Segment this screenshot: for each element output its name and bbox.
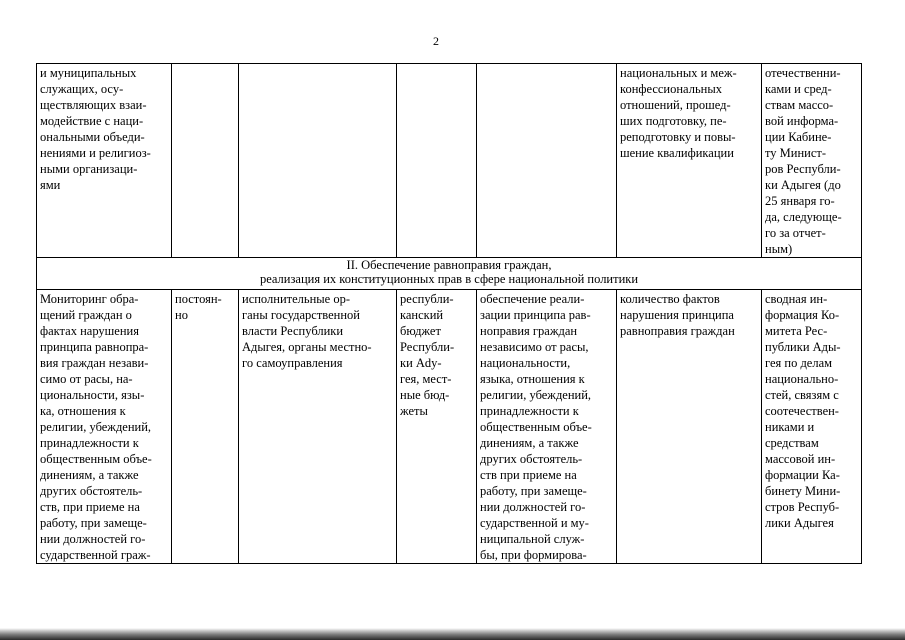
section-heading-line: реализация их конституционных прав в сфере национальной политики <box>259 272 639 286</box>
table-row <box>37 64 862 258</box>
document-table <box>36 63 862 564</box>
table-cell: количество фактов нарушения принципа равноправия граждан <box>617 290 762 564</box>
section-heading <box>37 258 862 290</box>
table-cell <box>477 64 617 258</box>
table-cell: отечественни- ками и сред- ствам массо- вой информа- ции Кабине- ту Минист- ров Республи- ки Адыгея (до 25 января го- да, следующе- го за отчет- ным) <box>762 64 862 258</box>
table-cell: республи- канский бюджет Республи- ки Ady- гея, мест- ные бюд- жеты <box>397 290 477 564</box>
table-cell <box>172 64 239 258</box>
table-cell: национальных и меж- конфессиональных отношений, прошед- ших подготовку, пе- реподготовку и повы- шение квалификации <box>617 64 762 258</box>
page-number: 2 <box>433 34 439 48</box>
section-heading-line: II. Обеспечение равноправия граждан, <box>346 258 552 272</box>
table-row <box>37 290 862 564</box>
table-cell: исполнительные ор- ганы государственной власти Республики Адыгея, органы местно- го самоуправления <box>239 290 397 564</box>
table-cell: и муниципальных служащих, осу- ществляющих взаи- модействие с наци- ональными объеди- нениями и религиоз- ными организаци- ями <box>37 64 172 258</box>
section-heading-row <box>37 258 862 290</box>
table-cell: сводная ин- формация Ко- митета Рес- публики Ады- гея по делам национально- стей, связям с соотечествен- никами и средствам массовой ин- формации Ка- бинету Мини- стров Респуб- лики Адыгея <box>762 290 862 564</box>
table-cell: Мониторинг обра- щений граждан о фактах нарушения принципа равнопра- вия граждан незави- симо от расы, на- циональности, язы- ка, отношения к религии, убеждений, принадлежности к общественным объе- динениям, а также других обстоятель- ств, при приеме на работу, при замеще- нии должностей го- сударственной граж- <box>37 290 172 564</box>
table-cell <box>397 64 477 258</box>
table-cell <box>239 64 397 258</box>
scan-edge-shadow <box>0 628 905 640</box>
table-cell: обеспечение реали- зации принципа рав- ноправия граждан независимо от расы, национальности, языка, отношения к религии, убеждений, принадлежности к общественным объе- динениям, а также других обстоятель- ств при приеме на работу, при замеще- нии должностей го- сударственной и му- ниципальной служ- бы, при формирова- <box>477 290 617 564</box>
table-cell: постоян- но <box>172 290 239 564</box>
